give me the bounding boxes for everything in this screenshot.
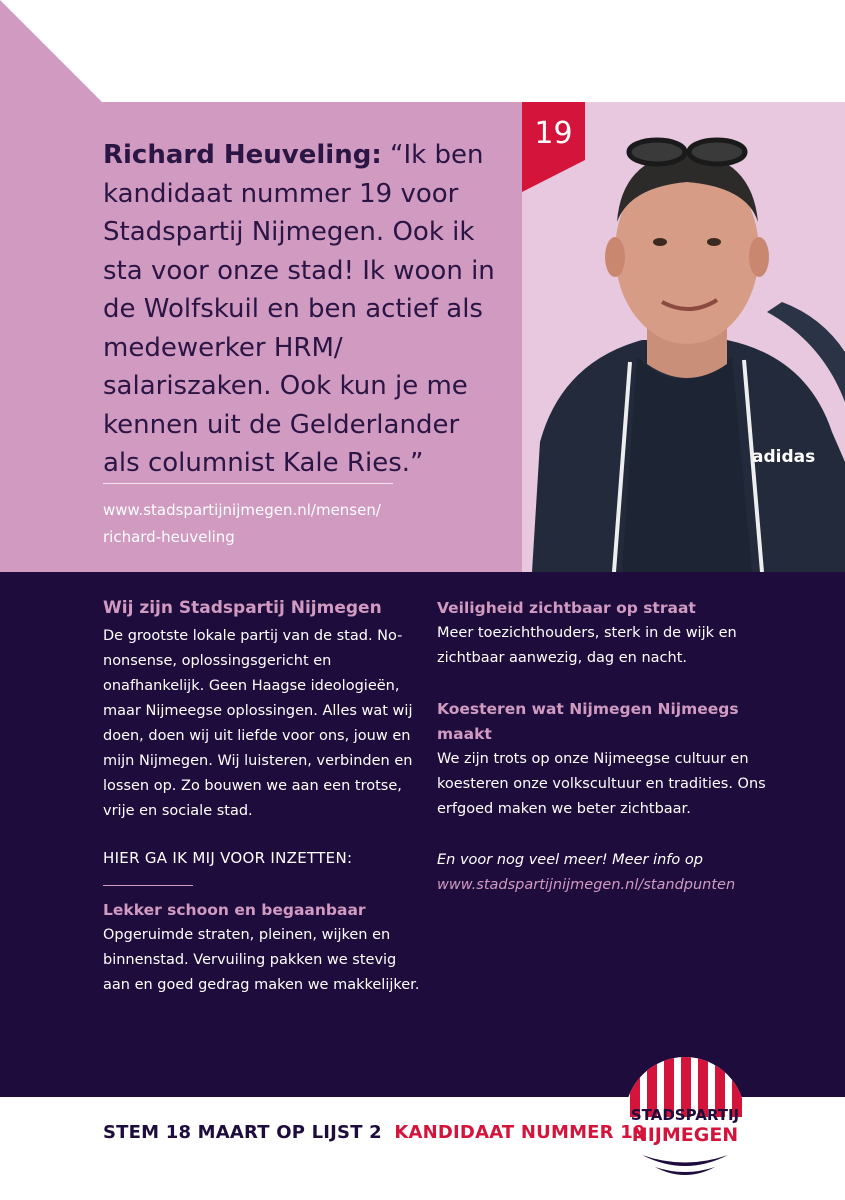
logo-line1: STADSPARTIJ bbox=[630, 1106, 740, 1124]
topic-culture-text: We zijn trots op onze Nijmeegse cultuur en koesteren onze volkscultuur en tradities. Ons erfgoed maken we beter zichtbaar. bbox=[437, 751, 766, 817]
party-intro: De grootste lokale partij van de stad. No-nonsense, oplossingsgericht en onafhankelijk. Geen Haagse ideologieën, maar Nijmeegse oplossingen. Alles wat wij doen, doen wij uit liefde voor ons, jouw en mijn Nijmegen. Wij luisteren, verbinden en lossen op. Zo bouwen we aan een trotse, vrije en sociale stad. bbox=[103, 628, 413, 819]
vote-slogan-candidate: KANDIDAAT NUMMER 19 bbox=[394, 1122, 646, 1143]
candidate-number: 19 bbox=[534, 116, 573, 151]
left-column bbox=[103, 596, 423, 998]
commitment-divider bbox=[103, 885, 193, 886]
header-white-corner bbox=[0, 0, 845, 102]
stadspartij-logo bbox=[620, 1055, 750, 1185]
vote-slogan-main: STEM 18 MAART OP LIJST 2 bbox=[103, 1122, 382, 1143]
quote-divider bbox=[103, 483, 393, 484]
candidate-name: Richard Heuveling: bbox=[103, 140, 382, 170]
party-heading: Wij zijn Stadspartij Nijmegen bbox=[103, 598, 382, 618]
profile-url-line2: richard-heuveling bbox=[103, 528, 235, 546]
topic-clean-text: Opgeruimde straten, pleinen, wijken en binnenstad. Vervuiling pakken we stevig aan en goed gedrag maken we makkelijker. bbox=[103, 927, 420, 993]
right-column bbox=[437, 596, 767, 898]
vote-slogan bbox=[103, 1122, 646, 1143]
candidate-number-tab bbox=[522, 102, 585, 192]
topic-safety-title: Veiligheid zichtbaar op straat bbox=[437, 599, 696, 617]
profile-url-line1: www.stadspartijnijmegen.nl/mensen/ bbox=[103, 501, 381, 519]
candidate-quote-text: “Ik ben kandidaat nummer 19 voor Stadspartij Nijmegen. Ook ik sta voor onze stad! Ik woon in de Wolfskuil en ben actief als medewerker HRM/ salariszaken. Ook kun je me kennen uit de Gelderlander als columnist Kale Ries.” bbox=[103, 140, 495, 478]
logo-line2: NIJMEGEN bbox=[631, 1124, 739, 1146]
standpunten-url[interactable]: www.stadspartijnijmegen.nl/standpunten bbox=[437, 877, 736, 893]
candidate-profile-url[interactable] bbox=[103, 497, 423, 551]
shirt-logo-text: adidas bbox=[752, 447, 816, 467]
commitment-label: HIER GA IK MIJ VOOR INZETTEN: bbox=[103, 849, 353, 867]
topic-culture-title: Koesteren wat Nijmegen Nijmeegs maakt bbox=[437, 700, 739, 743]
candidate-quote bbox=[103, 136, 503, 483]
topic-clean-title: Lekker schoon en begaanbaar bbox=[103, 901, 366, 919]
more-info-text: En voor nog veel meer! Meer info op bbox=[437, 852, 703, 868]
topic-safety-text: Meer toezichthouders, sterk in de wijk en zichtbaar aanwezig, dag en nacht. bbox=[437, 625, 737, 666]
